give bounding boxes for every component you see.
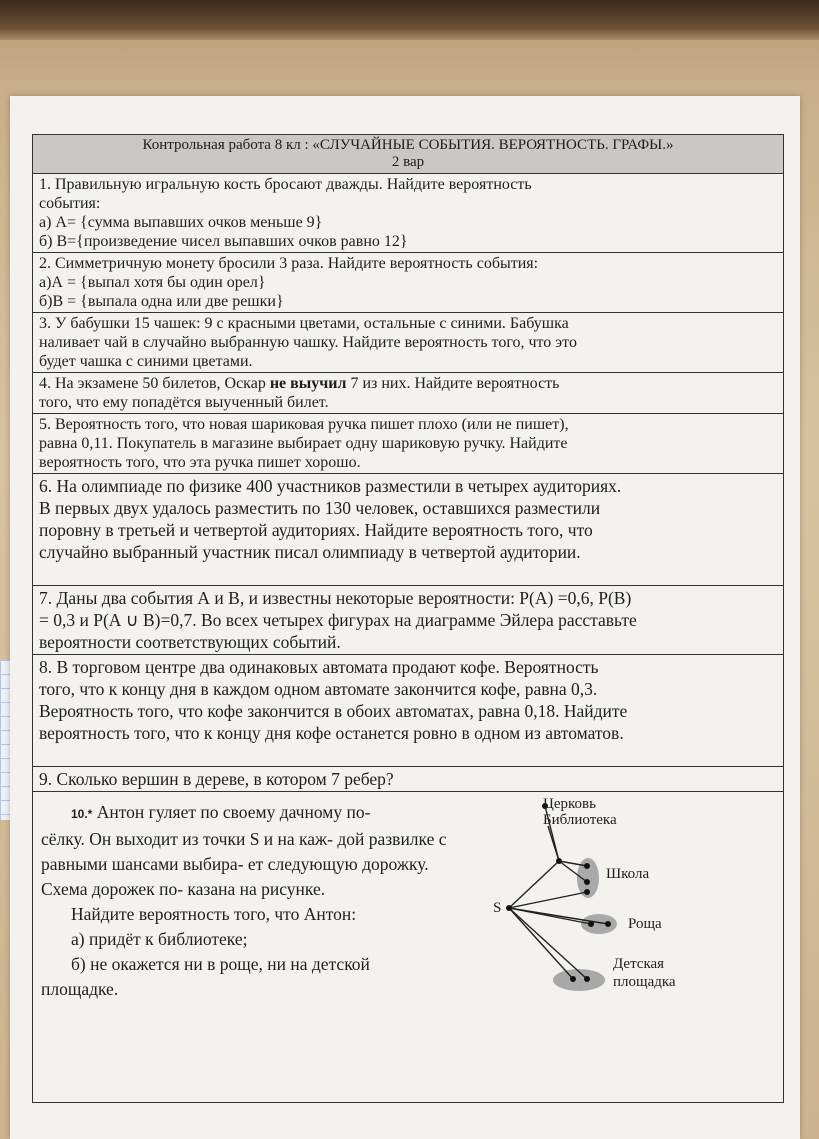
task-10-number: 10.* <box>71 807 93 821</box>
task-5-line: равна 0,11. Покупатель в магазине выбирает одну шариковую ручку. Найдите <box>39 435 568 452</box>
test-sheet <box>10 96 800 1139</box>
task-10-line: казана на рисунке. <box>187 879 326 899</box>
task-5-line: вероятность того, что эта ручка пишет хорошо. <box>39 454 361 471</box>
task-4 <box>33 373 783 414</box>
task-3 <box>33 313 783 373</box>
task-4-emphasis: не выучил <box>269 375 347 392</box>
task-9 <box>33 767 783 792</box>
task-10-text <box>41 800 461 1002</box>
library-label: Библиотека <box>543 812 617 828</box>
task-10-line: дой развилке с равными шансами выбира- <box>41 829 447 874</box>
task-1-part-b: б) В={произведение чисел выпавших очков равно 12} <box>39 233 408 250</box>
task-7 <box>33 586 783 655</box>
task-8-line: Вероятность того, что кофе закончится в обоих автоматах, равна 0,18. Найдите <box>39 701 628 721</box>
task-2-part-b: б)В = {выпала одна или две решки} <box>39 293 284 310</box>
start-label: S <box>493 900 502 916</box>
task-10-part-a: а) придёт к библиотеке; <box>71 929 248 949</box>
task-1-line: 1. Правильную игральную кость бросают дважды. Найдите вероятность <box>39 176 532 193</box>
task-4-line <box>39 374 777 393</box>
task-8 <box>33 655 783 767</box>
playground-label: площадка <box>613 974 676 990</box>
task-2-part-a: а)А = {выпал хотя бы один орел} <box>39 274 266 291</box>
task-7-line: вероятности соответствующих событий. <box>39 632 341 652</box>
task-10-line: ет следующую дорожку. Схема дорожек по- <box>41 854 429 899</box>
sheet-header <box>33 135 783 174</box>
task-10-line <box>41 800 461 827</box>
task-1-part-a: а) А= {сумма выпавших очков меньше 9} <box>39 214 323 231</box>
task-10-part-b: б) не окажется ни в роще, ни на детской <box>71 954 370 974</box>
task-6 <box>33 474 783 586</box>
task-3-line: наливает чай в случайно выбранную чашку. Найдите вероятность того, что это <box>39 334 577 351</box>
school-label: Школа <box>606 866 650 882</box>
task-2-line: 2. Симметричную монету бросили 3 раза. Найдите вероятность события: <box>39 255 539 272</box>
task-6-line: случайно выбранный участник писал олимпиаду в четвертой аудитории. <box>39 542 581 562</box>
task-3-line: 3. У бабушки 15 чашек: 9 с красными цветами, остальные с синими. Бабушка <box>39 315 569 332</box>
task-1 <box>33 174 783 253</box>
task-6-line: поровну в третьей и четвертой аудиториях. Найдите вероятность того, что <box>39 520 593 540</box>
task-1-line: события: <box>39 195 101 212</box>
task-10-line: сёлку. Он выходит из точки S и на каж- <box>41 829 333 849</box>
church-label: Церковь <box>543 796 596 812</box>
task-7-line: 7. Даны два события А и В, и известны некоторые вероятности: Р(А) =0,6, Р(В) <box>39 588 632 608</box>
task-10-part-b: площадке. <box>41 979 119 999</box>
task-6-line: 6. На олимпиаде по физике 400 участников разместили в четырех аудиториях. <box>39 476 622 496</box>
task-10 <box>33 792 783 1102</box>
sheet-title: Контрольная работа 8 кл : «СЛУЧАЙНЫЕ СОБЫТИЯ. ВЕРОЯТНОСТЬ. ГРАФЫ.» <box>142 137 674 153</box>
task-10-line: Найдите вероятность того, что Антон: <box>71 904 357 924</box>
grove-region <box>581 914 617 934</box>
task-10-text-span: Антон гуляет по своему дачному по- <box>92 802 371 822</box>
task-table <box>32 134 784 1103</box>
desk-background <box>0 0 819 40</box>
grove-label: Роща <box>628 916 662 932</box>
task-9-line: 9. Сколько вершин в дереве, в котором 7 ребер? <box>39 769 394 789</box>
task-5-line: 5. Вероятность того, что новая шариковая ручка пишет плохо (или не пишет), <box>39 416 569 433</box>
paths-diagram <box>463 796 783 996</box>
task-8-line: вероятность того, что к концу дня кофе останется ровно в одном из автоматов. <box>39 723 624 743</box>
task-4-text: 4. На экзамене 50 билетов, Оскар <box>39 375 270 392</box>
task-4-text: 7 из них. Найдите вероятность <box>346 375 560 392</box>
task-3-line: будет чашка с синими цветами. <box>39 353 253 370</box>
playground-label: Детская <box>613 956 665 972</box>
task-6-line: В первых двух удалось разместить по 130 человек, оставшихся разместили <box>39 498 601 518</box>
task-8-line: 8. В торговом центре два одинаковых автомата продают кофе. Вероятность <box>39 657 599 677</box>
variant-label: 2 вар <box>391 154 425 170</box>
task-7-line: = 0,3 и Р(А ∪ В)=0,7. Во всех четырех фигурах на диаграмме Эйлера расставьте <box>39 610 637 630</box>
task-5 <box>33 414 783 474</box>
task-4-line: того, что ему попадётся выученный билет. <box>39 394 329 411</box>
task-8-line: того, что к концу дня в каждом одном автомате закончится кофе, равна 0,3. <box>39 679 598 699</box>
task-2 <box>33 253 783 313</box>
